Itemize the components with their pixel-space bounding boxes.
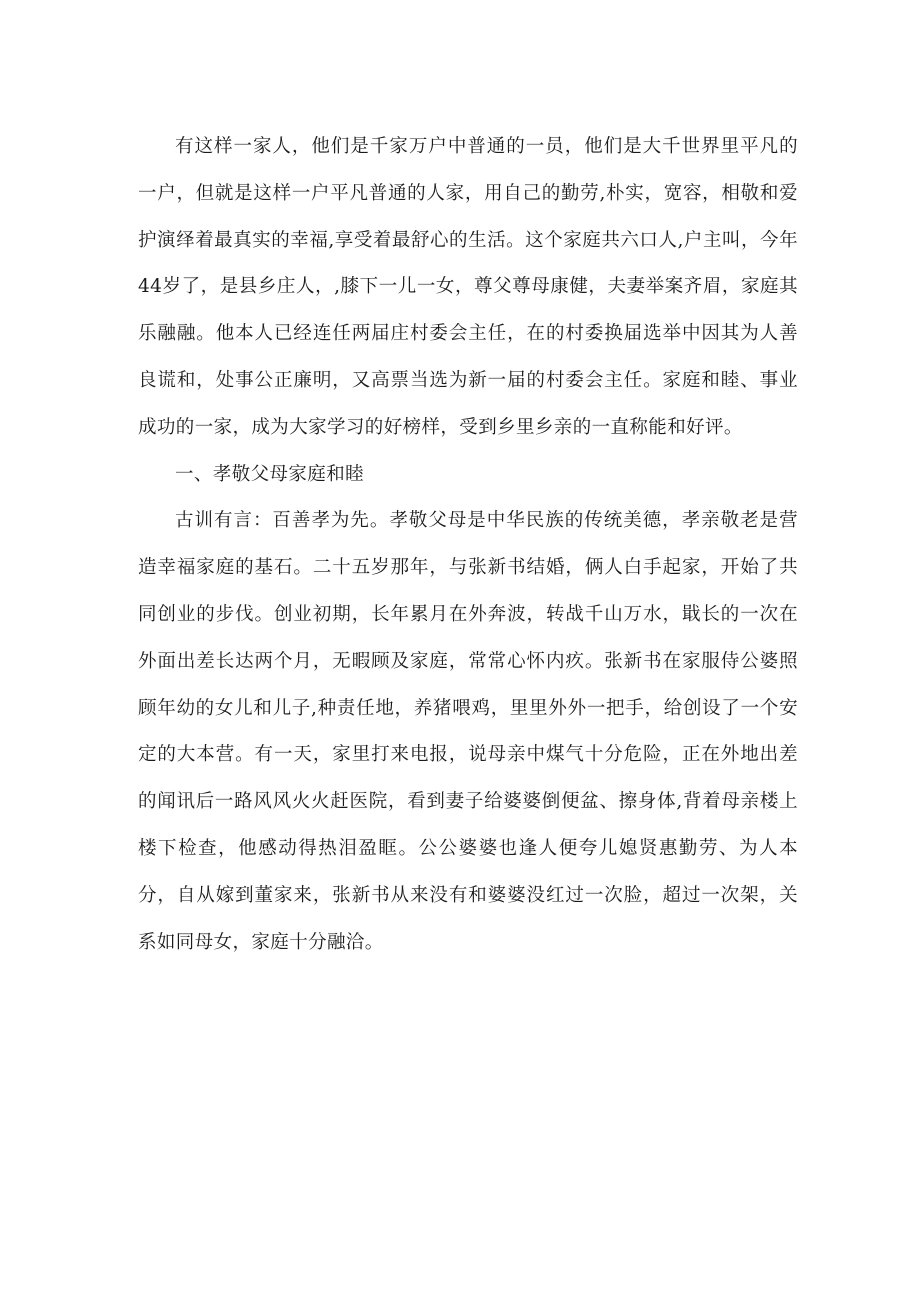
filial-piety-paragraph: 古训有言：百善孝为先。孝敬父母是中华民族的传统美德，孝亲敬老是营造幸福家庭的基石。二十五岁那年，与张新书结婚，俩人白手起家，开始了共同创业的步伐。创业初期，长年累月在外奔波，转战千山万水，戢长的一次在外面出差长达两个月，无暇顾及家庭，常常心怀内疚。张新书在家服侍公婆照顾年幼的女儿和儿子,种责任地，养猪喂鸡，里里外外一把手，给创设了一个安定的大本营。有一天，家里打来电报，说母亲中煤气十分危险，正在外地出差的闻讯后一路风风火火赶医院，看到妻子给婆婆倒便盆、擦身体,背着母亲楼上楼下检查，他感动得热泪盈眶。公公婆婆也逢人便夸儿媳贤惠勤劳、为人本分，自从嫁到董家来，张新书从来没有和婆婆没红过一次脸，超过一次架，关系如同母女，家庭十分融洽。 (138, 510, 798, 953)
document-body (138, 124, 798, 966)
intro-paragraph: 有这样一家人，他们是千家万户中普通的一员，他们是大千世界里平凡的一户，但就是这样一户平凡普通的人家，用自己的勤劳,朴实，宽容，相敬和爱护演绎着最真实的幸福,享受着最舒心的生活。这个家庭共六口人,户主叫，今年44岁了，是县乡庄人，,膝下一儿一女，尊父尊母康健，夫妻举案齐眉，家庭其乐融融。他本人已经连任两届庄村委会主任，在的村委换届选举中因其为人善良谎和，处事公正廉明，又高票当选为新一届的村委会主任。家庭和睦、事业成功的一家，成为大家学习的好榜样，受到乡里乡亲的一直称能和好评。 (138, 136, 798, 438)
section-heading-filial-piety: 一、孝敬父母家庭和睦 (175, 463, 365, 485)
